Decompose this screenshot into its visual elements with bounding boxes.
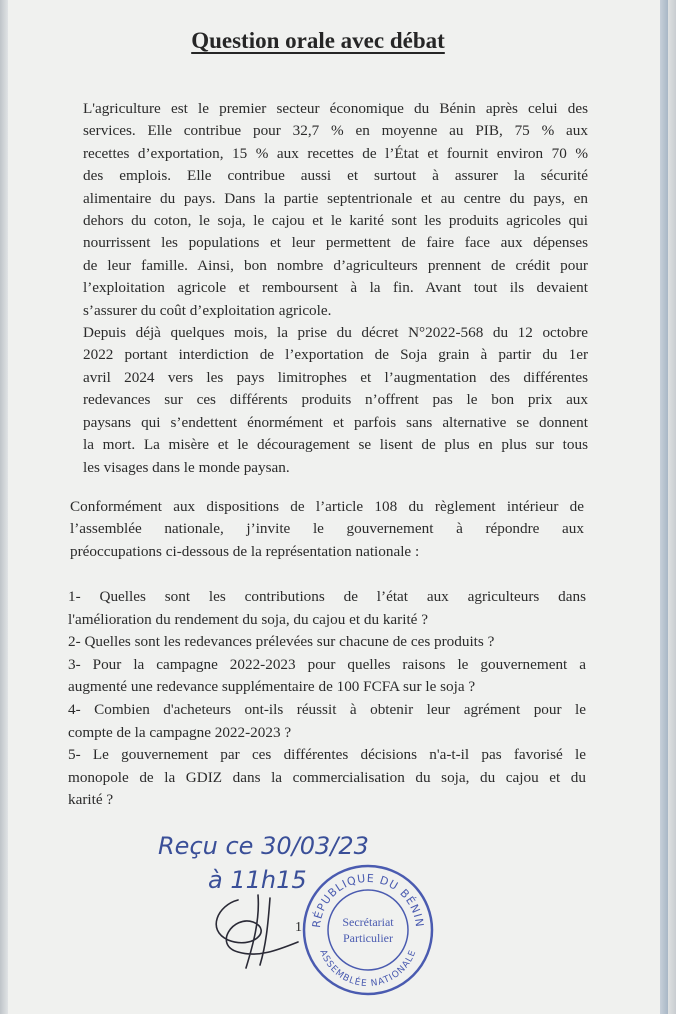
text-line: services. Elle contribue pour 32,7 % en moyenne au PIB, 75 % aux — [83, 122, 588, 140]
text-line: alimentaire du pays. Dans la partie septentrionale et au centre du pays, en — [83, 189, 588, 207]
stamp-bottom-text: ASSEMBLÉE NATIONALE — [317, 948, 419, 990]
question-line: karité ? — [68, 791, 114, 809]
text-line: de leur famille. Ainsi, bon nombre d’agriculteurs prennent de crédit pour — [83, 256, 588, 274]
question-line: monopole de la GDIZ dans la commercialisation du soja, du cajou et du — [68, 768, 586, 786]
text-line: avril 2024 vers les pays limitrophes et l’augmentation des différentes — [83, 368, 588, 386]
text-line: Conformément aux dispositions de l’article 108 du règlement intérieur de — [70, 498, 584, 515]
text-line: 2022 portant interdiction de l’exportation de Soja grain à partir du 1er — [83, 346, 588, 364]
text-line: dehors du coton, le soja, le cajou et le karité sont les produits agricoles qui — [83, 212, 588, 230]
question-line: 2- Quelles sont les redevances prélevées sur chacune de ces produits ? — [68, 633, 495, 651]
signature — [198, 890, 308, 970]
questions-list — [68, 586, 586, 812]
text-line: paysans qui s’endettent énormément et parfois sans alternative se donnent — [83, 413, 588, 431]
official-stamp — [298, 858, 438, 998]
received-time: à 11h15 — [208, 866, 307, 894]
intro-paragraph — [83, 98, 588, 479]
folder-edge — [660, 0, 668, 1014]
question-line: 4- Combien d'acheteurs ont-ils réussit à obtenir leur agrément pour le — [68, 700, 586, 718]
text-line: redevances sur ces différents produits n’offrent pas le bon prix aux — [83, 391, 588, 409]
question-line: 5- Le gouvernement par ces différentes décisions n'a-t-il pas favorisé le — [68, 746, 586, 764]
text-line: recettes d’exportation, 15 % aux recettes de l’État et fournit environ 70 % — [83, 144, 588, 162]
question-line: 3- Pour la campagne 2022-2023 pour quelles raisons le gouvernement a — [68, 655, 586, 673]
text-line: nourrissent les populations et leur permettent de faire face aux dépenses — [83, 234, 588, 252]
text-line: préoccupations ci-dessous de la représentation nationale : — [70, 542, 420, 560]
question-line: compte de la campagne 2022-2023 ? — [68, 723, 292, 741]
stamp-center-line2: Particulier — [343, 931, 393, 945]
text-line: L'agriculture est le premier secteur économique du Bénin après celui des — [83, 100, 588, 117]
text-line: Depuis déjà quelques mois, la prise du décret N°2022-568 du 12 octobre — [83, 324, 588, 342]
stamp-center-line1: Secrétariat — [342, 915, 394, 929]
text-line: la mort. La misère et le découragement se lisent de plus en plus sur tous — [83, 436, 588, 454]
text-line: l’exploitation agricole et remboursent à la fin. Avant tout ils devaient — [83, 279, 588, 297]
page-title: Question orale avec débat — [191, 28, 445, 53]
question-line: augmenté une redevance supplémentaire de 100 FCFA sur le soja ? — [68, 678, 476, 696]
conform-paragraph — [70, 496, 584, 563]
document-page — [8, 0, 668, 1014]
page-number: 1 — [295, 920, 302, 935]
text-line: les visages dans le monde paysan. — [83, 458, 290, 476]
question-line: l'amélioration du rendement du soja, du cajou et du karité ? — [68, 610, 428, 628]
stamp-ring-text: RÉPUBLIQUE DU BÉNIN — [309, 871, 427, 929]
text-line: s’assurer du coût d’exploitation agricole. — [83, 301, 332, 319]
question-line: 1- Quelles sont les contributions de l’état aux agriculteurs dans — [68, 588, 586, 605]
text-line: des emplois. Elle contribue aussi et surtout à assurer la sécurité — [83, 167, 588, 185]
text-line: l’assemblée nationale, j’invite le gouvernement à répondre aux — [70, 520, 584, 538]
received-note: Reçu ce 30/03/23 — [158, 832, 369, 860]
